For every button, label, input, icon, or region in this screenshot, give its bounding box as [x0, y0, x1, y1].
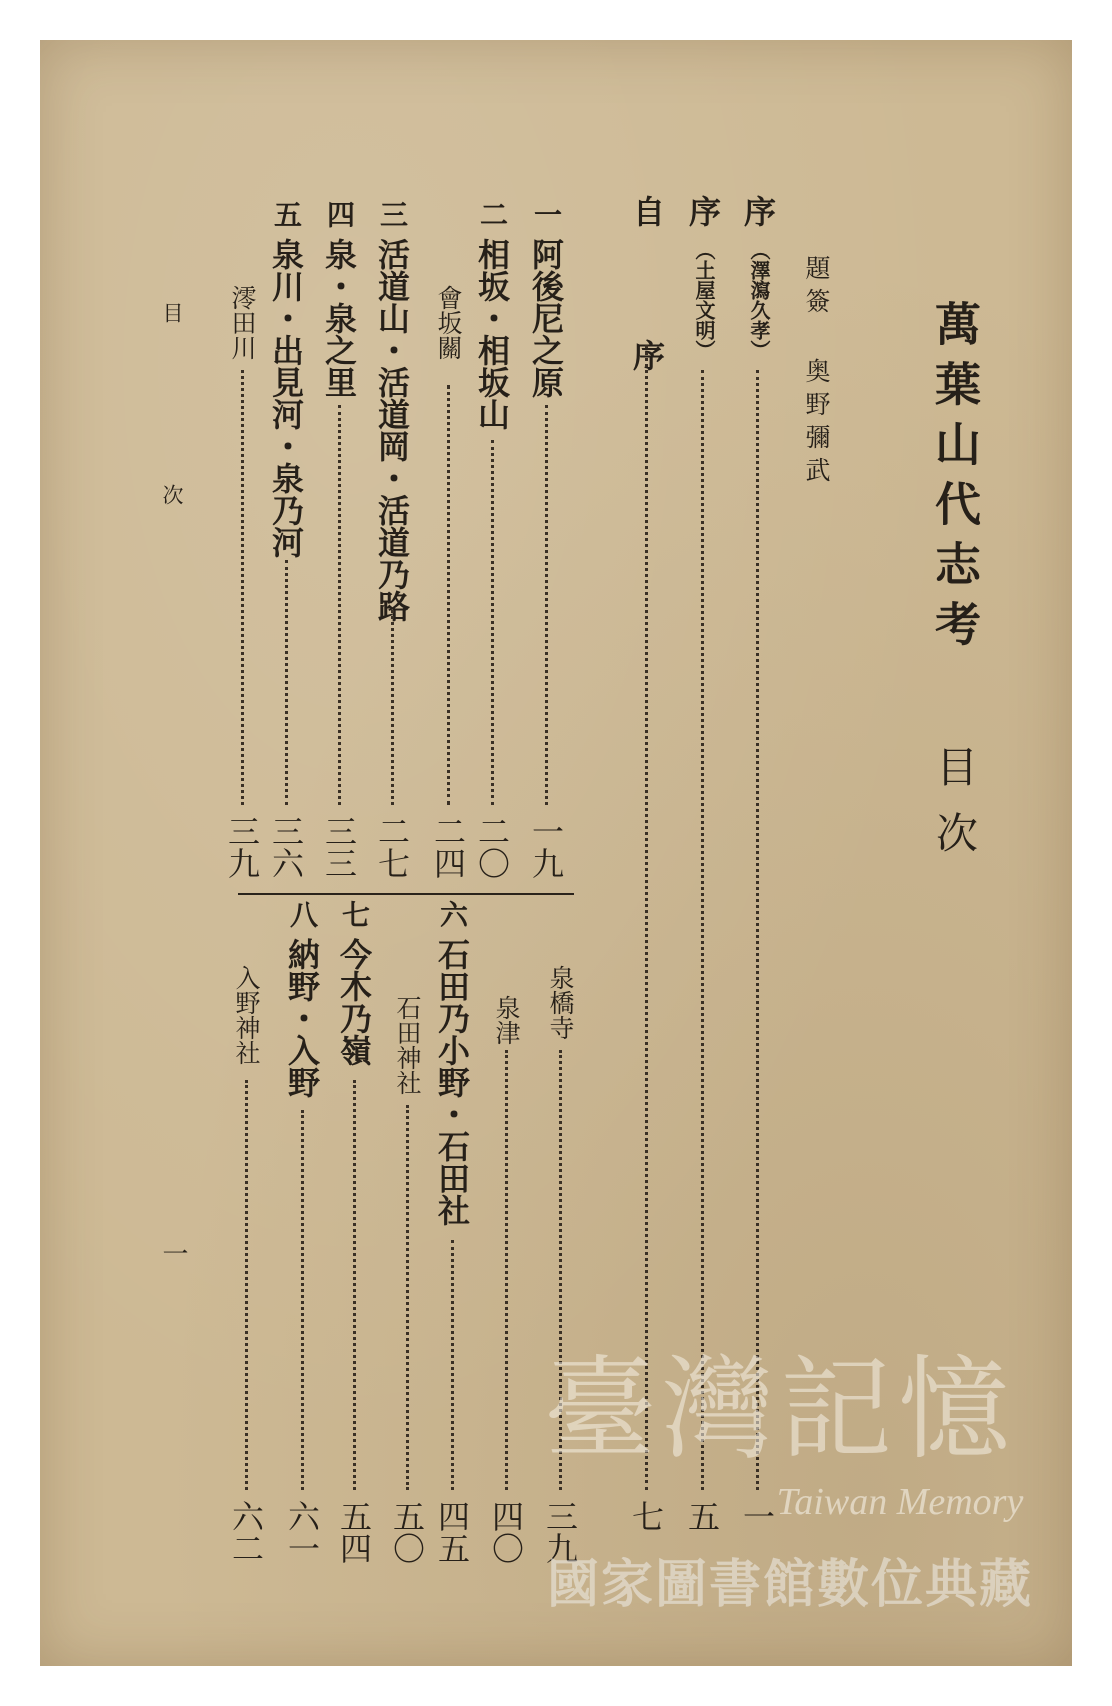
chapter-title: 今木乃嶺: [335, 938, 373, 1066]
leader-dots: [285, 560, 288, 805]
front-matter-label: 自 序: [628, 195, 666, 411]
leader-dots: [391, 610, 394, 805]
section-title: 石田神社: [393, 995, 422, 1095]
page-number: 六一: [283, 1500, 321, 1564]
chapter-title: 阿後尼之原: [527, 238, 565, 398]
watermark-calligraphy: 臺灣記憶: [544, 1345, 1016, 1475]
page-number: 七: [627, 1500, 665, 1532]
chapter-number: 二: [476, 200, 509, 228]
page-number: 二七: [373, 815, 411, 879]
front-matter-label: 序: [684, 195, 722, 227]
leader-dots: [559, 1050, 562, 1490]
chapter-title: 泉・泉之里: [320, 238, 358, 398]
chapter-title: 納野・入野: [283, 938, 321, 1098]
leader-dots: [338, 405, 341, 805]
chapter-number: 三: [376, 200, 409, 228]
leader-dots: [447, 385, 450, 805]
calligraphy-credit: 題簽 奥野彌武: [802, 255, 831, 490]
page-number: 六二: [227, 1500, 265, 1564]
chapter-number: 七: [338, 900, 371, 928]
section-title: 入野神社: [232, 965, 261, 1065]
page-number: 二四: [429, 815, 467, 879]
leader-dots: [241, 370, 244, 805]
page-number: 三九: [541, 1500, 579, 1564]
book-title: 萬葉山代志考: [928, 300, 982, 660]
page-number: 一九: [527, 815, 565, 879]
watermark-library: 國家圖書館數位典藏: [546, 1555, 1033, 1615]
leader-dots: [505, 1050, 508, 1490]
front-matter-author: （澤瀉久孝）: [747, 240, 771, 360]
page-number: 五〇: [388, 1500, 426, 1564]
leader-dots: [353, 1080, 356, 1490]
running-head: 目 次: [160, 302, 184, 575]
leader-dots: [491, 440, 494, 805]
page-number: 三三: [320, 815, 358, 879]
page-number: 一: [738, 1500, 776, 1532]
chapter-number: 一: [530, 200, 563, 228]
chapter-title: 泉川・出見河・泉乃河: [267, 238, 305, 558]
section-title: 泉津: [492, 995, 521, 1045]
page-number: 三九: [223, 815, 261, 879]
section-title: 澪田川: [228, 285, 257, 360]
chapter-number: 六: [436, 900, 469, 928]
book-subtitle: 目次: [930, 745, 979, 877]
front-matter-label: 序: [739, 195, 777, 227]
chapter-title: 相坂・相坂山: [473, 238, 511, 430]
leader-dots: [701, 370, 704, 1490]
leader-dots: [406, 1105, 409, 1490]
chapter-number: 五: [270, 200, 303, 228]
leader-dots: [301, 1110, 304, 1490]
page-number: 四五: [433, 1500, 471, 1564]
chapter-title: 活道山・活道岡・活道乃路: [373, 238, 411, 622]
chapter-title: 石田乃小野・石田社: [433, 938, 471, 1226]
leader-dots: [451, 1240, 454, 1490]
section-title: 會坂關: [434, 285, 463, 360]
page-number: 五四: [335, 1500, 373, 1564]
watermark-english: Taiwan Memory: [776, 1481, 1024, 1523]
folio: 一: [158, 1240, 188, 1266]
leader-dots: [245, 1080, 248, 1490]
chapter-number: 八: [286, 900, 319, 928]
leader-dots: [645, 345, 648, 1490]
section-title: 泉橋寺: [546, 965, 575, 1040]
leader-dots: [756, 370, 759, 1490]
book-page: [40, 40, 1072, 1666]
chapter-number: 四: [323, 200, 356, 228]
page-number: 四〇: [487, 1500, 525, 1564]
page-number: 五: [683, 1500, 721, 1532]
front-matter-author: （土屋文明）: [692, 240, 716, 360]
page-number: 三六: [267, 815, 305, 879]
page-number: 二〇: [473, 815, 511, 879]
leader-dots: [545, 405, 548, 805]
section-divider: [238, 893, 574, 895]
